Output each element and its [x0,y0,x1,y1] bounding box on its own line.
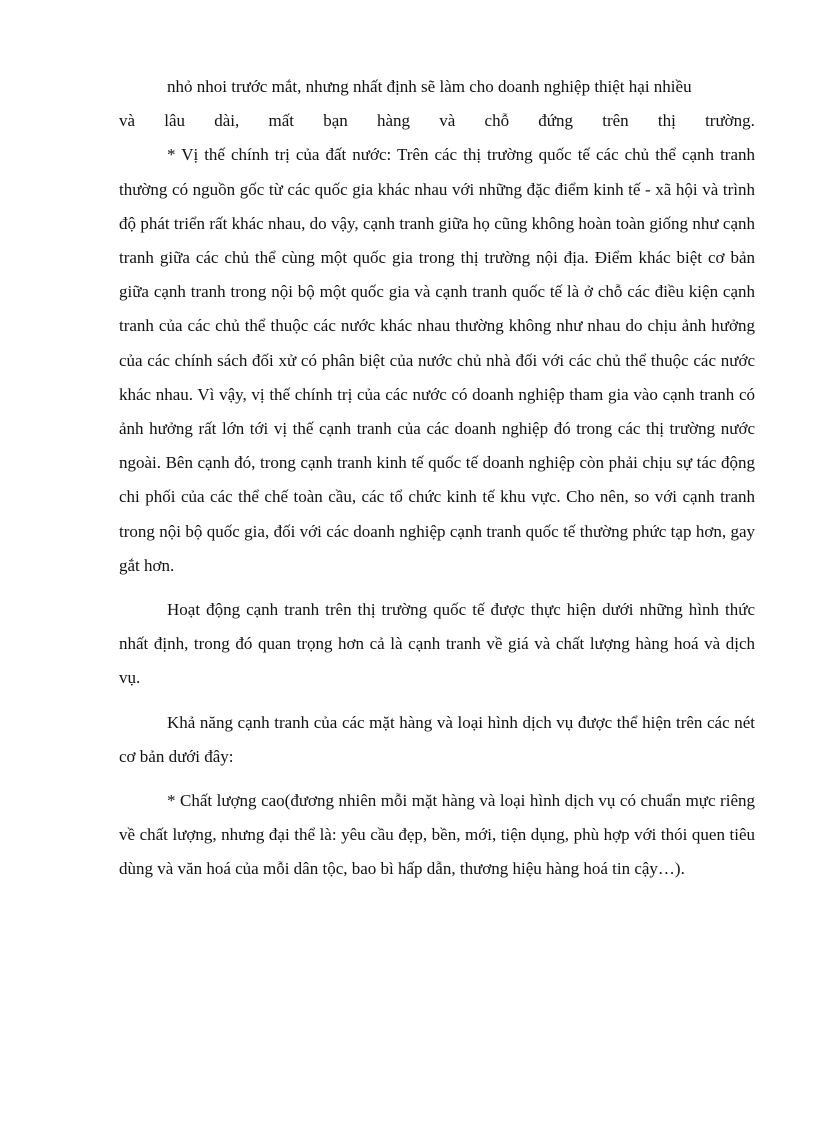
paragraph-high-quality: * Chất lượng cao(đương nhiên mỗi mặt hàng và loại hình dịch vụ có chuẩn mực riêng về chất lượng, nhưng đại thể là: yêu cầu đẹp, bền, mới, tiện dụng, phù hợp với thói quen tiêu dùng và văn hoá của mỗi dân tộc, bao bì hấp dẫn, thương hiệu hàng hoá tin cậy…). [119,791,755,879]
paragraph-political-position: * Vị thế chính trị của đất nước: Trên các thị trường quốc tế các chủ thể cạnh tranh thường có nguồn gốc từ các quốc gia khác nhau với những đặc điểm kinh tế - xã hội và trình độ phát triển rất khác nhau, do vậy, cạnh tranh giữa họ cũng không hoàn toàn giống như cạnh tranh giữa các chủ thể cùng một quốc gia trong thị trường nội địa. Điểm khác biệt cơ bản giữa cạnh tranh trong nội bộ một quốc gia và cạnh tranh quốc tế là ở chỗ các điều kiện cạnh tranh của các chủ thể thuộc các nước khác nhau thường không như nhau do chịu ảnh hưởng của các chính sách đối xử có phân biệt của nước chủ nhà đối với các chủ thể thuộc các nước khác nhau. Vì vậy, vị thế chính trị của các nước có doanh nghiệp tham gia vào cạnh tranh có ảnh hưởng rất lớn tới vị thế cạnh tranh của các doanh nghiệp đó trong các thị trường nước ngoài. Bên cạnh đó, trong cạnh tranh kinh tế quốc tế doanh nghiệp còn phải chịu sự tác động chi phối của các thể chế toàn cầu, các tổ chức kinh tế khu vực. Cho nên, so với cạnh tranh trong nội bộ quốc gia, đối với các doanh nghiệp cạnh tranh quốc tế thường phức tạp hơn, gay gắt hơn. [119,145,755,575]
word: dài, [214,111,240,131]
paragraph-1-line-2 [119,104,755,138]
word: mất [268,111,295,131]
word: đứng [538,111,574,131]
word: lâu [164,111,186,131]
paragraph-competition-forms: Hoạt động cạnh tranh trên thị trường quốc tế được thực hiện dưới những hình thức nhất định, trong đó quan trọng hơn cả là cạnh tranh về giá và chất lượng hàng hoá và dịch vụ. [119,600,755,688]
word: trường. [705,111,755,131]
word: trên [602,111,629,131]
paragraph-competitiveness: Khả năng cạnh tranh của các mặt hàng và loại hình dịch vụ được thể hiện trên các nét cơ bản dưới đây: [119,712,755,766]
word: và [119,111,136,131]
word: chỗ [484,111,510,131]
word: bạn [323,111,348,131]
word: thị [657,111,676,131]
paragraph-1-line-1: nhỏ nhoi trước mắt, nhưng nhất định sẽ làm cho doanh nghiệp thiệt hại nhiều [167,77,692,96]
word: và [439,111,456,131]
document-body [119,70,755,887]
word: hàng [377,111,411,131]
